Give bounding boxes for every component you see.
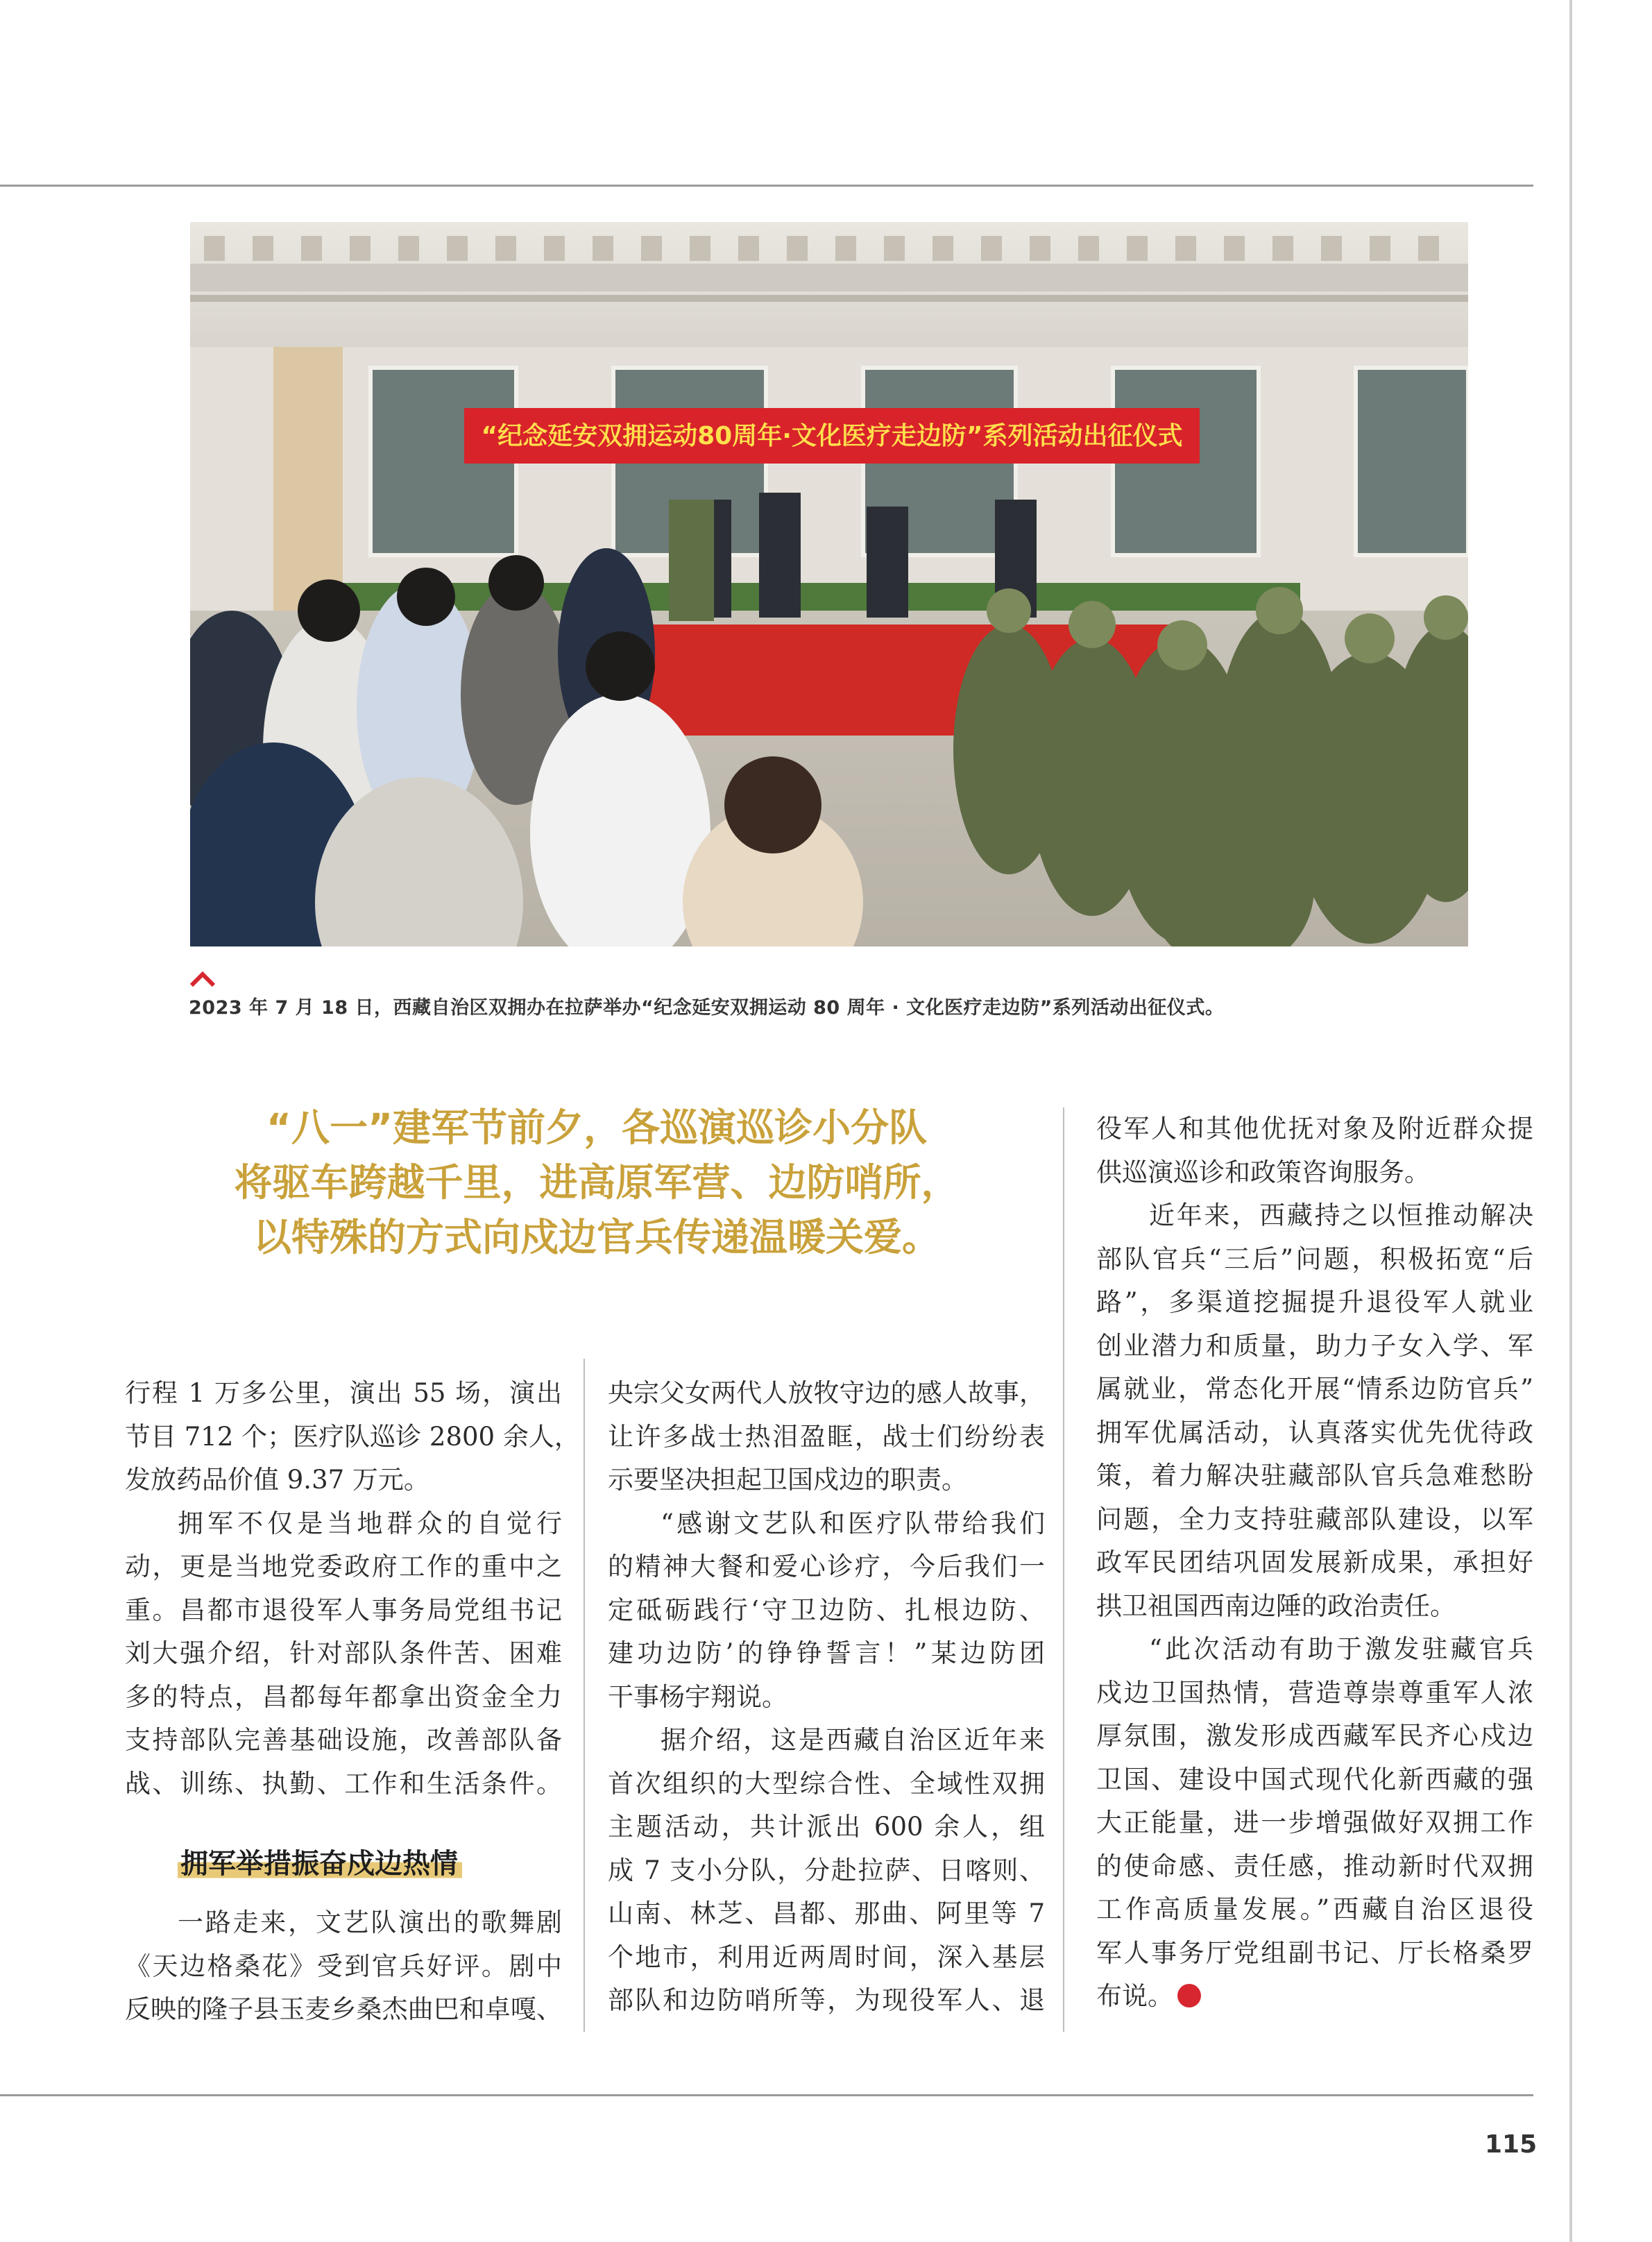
text-line: 属就业，常态化开展“情系边防官兵” (1096, 1374, 1533, 1404)
text-line: 供巡演巡诊和政策咨询服务。 (1096, 1157, 1430, 1187)
text-line: 的使命感、责任感，推动新时代双拥 (1096, 1851, 1533, 1881)
text-line: 创业潜力和质量，助力子女入学、军 (1096, 1330, 1533, 1361)
text-line: 动，更是当地党委政府工作的重中之 (125, 1552, 562, 1581)
text-line: 政军民团结巩固发展新成果，承担好 (1096, 1547, 1533, 1577)
text-line: 路”，多渠道挖掘提升退役军人就业 (1096, 1287, 1533, 1317)
photo-caption: 2023 年 7 月 18 日，西藏自治区双拥办在拉萨举办“纪念延安双拥运动 80 周年 · 文化医疗走边防”系列活动出征仪式。 (189, 997, 1225, 1019)
text-line: 让许多战士热泪盈眶，战士们纷纷表 (608, 1421, 1045, 1452)
text-line: 成 7 支小分队，分赴拉萨、日喀则、 (608, 1855, 1045, 1885)
text-line: 支持部队完善基础设施，改善部队备 (125, 1725, 562, 1755)
text-line: 卫国、建设中国式现代化新西藏的强 (1096, 1764, 1533, 1794)
event-photo (190, 222, 1468, 946)
column-divider (584, 1359, 585, 2032)
text-line: 问题，全力支持驻藏部队建设，以军 (1096, 1504, 1533, 1534)
column-divider (1063, 1107, 1064, 2032)
text-line: 战、训练、执勤、工作和生活条件。 (125, 1768, 562, 1799)
bottom-rule (0, 2094, 1533, 2096)
text-line: 重。昌都市退役军人事务局党组书记 (125, 1595, 562, 1625)
text-line: 的精神大餐和爱心诊疗，今后我们一 (608, 1552, 1045, 1581)
text-line: 定砥砺践行‘守卫边防、扎根边防、 (608, 1595, 1045, 1625)
text-line: 一路走来，文艺队演出的歌舞剧 (178, 1908, 562, 1937)
page-number: 115 (1485, 2130, 1538, 2159)
text-line: 山南、林芝、昌都、那曲、阿里等 7 (608, 1899, 1045, 1928)
text-line: 役军人和其他优抚对象及附近群众提 (1096, 1114, 1533, 1144)
pull-quote-line: 以特殊的方式向戍边官兵传递温暖关爱。 (253, 1215, 940, 1259)
section-subheading: 拥军举措振奋戍边热情 (178, 1842, 462, 1881)
pull-quote-line: “八一”建军节前夕，各巡演巡诊小分队 (266, 1105, 928, 1150)
text-line: 节目 712 个；医疗队巡诊 2800 余人， (125, 1421, 580, 1452)
text-line: 部队官兵“三后”问题，积极拓宽“后 (1096, 1243, 1533, 1274)
text-line: 军人事务厅党组副书记、厅长格桑罗 (1096, 1937, 1533, 1968)
text-line: 厚氛围，激发形成西藏军民齐心戍边 (1096, 1721, 1533, 1751)
caret-up-icon (189, 969, 216, 988)
text-line: 首次组织的大型综合性、全域性双拥 (608, 1768, 1045, 1799)
text-line: 多的特点，昌都每年都拿出资金全力 (125, 1681, 562, 1712)
text-line: 戍边卫国热情，营造尊崇尊重军人浓 (1096, 1677, 1533, 1708)
text-line: 布说。 (1096, 1981, 1173, 2011)
text-line: 干事杨宇翔说。 (608, 1681, 787, 1712)
text-line: 工作高质量发展。”西藏自治区退役 (1096, 1894, 1533, 1924)
text-line: 拱卫祖国西南边陲的政治责任。 (1096, 1590, 1456, 1621)
text-line: 建功边防’的铮铮誓言！”某边防团 (608, 1638, 1045, 1668)
column-2 (608, 1372, 1045, 2023)
text-line: 部队和边防哨所等，为现役军人、退 (608, 1985, 1045, 2015)
column-1-top (125, 1372, 580, 1806)
top-rule (0, 185, 1533, 187)
text-line: 反映的隆子县玉麦乡桑杰曲巴和卓嘎、 (125, 1994, 562, 2024)
column-3 (1096, 1107, 1533, 2019)
pull-quote-line: 将驱车跨越千里，进高原军营、边防哨所， (234, 1160, 960, 1205)
text-line: 发放药品价值 9.37 万元。 (125, 1465, 429, 1495)
text-line: 刘大强介绍，针对部队条件苦、困难 (125, 1638, 562, 1668)
page-edge (1569, 0, 1572, 2242)
text-line: 据介绍，这是西藏自治区近年来 (661, 1725, 1045, 1755)
text-line: 拥军优属活动，认真落实优先优待政 (1096, 1417, 1533, 1447)
pull-quote (132, 1101, 1062, 1265)
end-mark-icon (1177, 1984, 1201, 2007)
text-line: 近年来，西藏持之以恒推动解决 (1149, 1200, 1533, 1230)
text-line: 《天边格桑花》受到官兵好评。剧中 (125, 1951, 562, 1981)
text-line: 主题活动，共计派出 600 余人，组 (608, 1812, 1045, 1842)
text-line: 示要坚决担起卫国戍边的职责。 (608, 1465, 967, 1495)
column-1-bottom (125, 1901, 562, 2032)
text-line: “此次活动有助于激发驻藏官兵 (1149, 1634, 1533, 1664)
text-line: 个地市，利用近两周时间，深入基层 (608, 1942, 1045, 1972)
text-line-final (1096, 1975, 1533, 2019)
text-line: 行程 1 万多公里，演出 55 场，演出 (125, 1378, 562, 1408)
banner-text: “纪念延安双拥运动80周年·文化医疗走边防”系列活动出征仪式 (481, 422, 1183, 450)
text-line: 央宗父女两代人放牧守边的感人故事， (608, 1378, 1045, 1408)
text-line: “感谢文艺队和医疗队带给我们 (661, 1508, 1045, 1538)
text-line: 拥军不仅是当地群众的自觉行 (178, 1508, 562, 1538)
text-line: 策，着力解决驻藏部队官兵急难愁盼 (1096, 1461, 1533, 1491)
text-line: 大正能量，进一步增强做好双拥工作 (1096, 1808, 1533, 1837)
